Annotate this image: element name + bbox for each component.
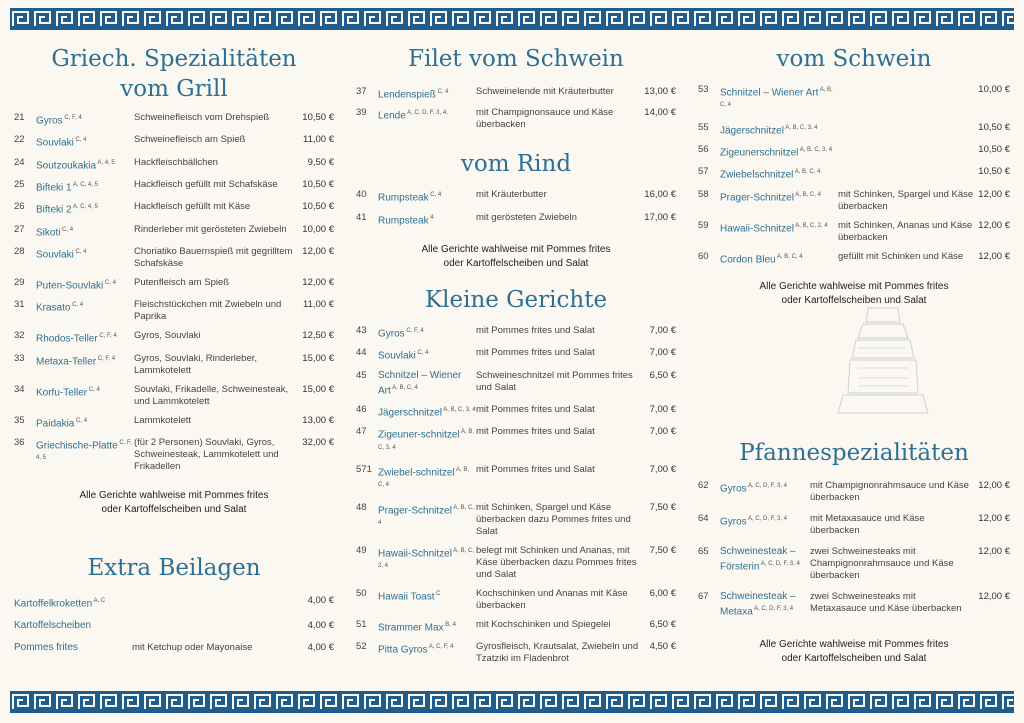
- section-title-schwein: vom Schwein: [776, 46, 932, 72]
- greek-column-illustration: [828, 298, 938, 418]
- item-name: Souvlaki $^{C, 4}$: [36, 137, 87, 149]
- item-name: Jägerschnitzel $^{A, B, C, 3, 4}$: [720, 124, 818, 136]
- item-name: Pommes frites: [14, 642, 78, 654]
- item-number: 60: [698, 250, 709, 262]
- item-number: 65: [698, 545, 709, 557]
- item-number: 48: [356, 501, 367, 513]
- allergen-codes: A, C, 4, 5: [71, 204, 98, 211]
- item-description: Schweinefleisch am Spieß: [134, 134, 246, 146]
- menu-item: [14, 353, 334, 377]
- menu-item: [14, 201, 334, 216]
- allergen-codes: C: [434, 590, 441, 597]
- menu-item: [698, 220, 1010, 244]
- menu-item: [14, 157, 334, 172]
- menu-item: [14, 595, 334, 610]
- menu-item: [698, 591, 1010, 618]
- item-name: Schnitzel – Wiener Art $^{A, B, C, 4}$: [378, 369, 462, 396]
- menu-item: [698, 251, 1010, 266]
- greek-key-border-top: [10, 8, 1014, 30]
- menu-column-filet: [356, 40, 676, 683]
- menu-item: [356, 588, 676, 612]
- item-name: Rumpsteak $^{C, 4}$: [378, 192, 442, 204]
- menu-list-grill: [14, 112, 334, 473]
- item-number: 31: [14, 299, 25, 311]
- menu-item: [14, 299, 334, 323]
- item-name: Kartoffelkroketten $^{A, C}$: [14, 597, 106, 610]
- item-price: 12,00 €: [978, 250, 1010, 262]
- menu-item: [698, 144, 1010, 159]
- item-price: 10,50 €: [302, 178, 334, 190]
- menu-item: [698, 84, 1010, 115]
- menu-item: [356, 86, 676, 101]
- item-number: 36: [14, 436, 25, 448]
- item-price: 10,50 €: [302, 201, 334, 213]
- item-number: 27: [14, 223, 25, 235]
- item-price: 13,00 €: [302, 414, 334, 426]
- item-number: 29: [14, 276, 25, 288]
- menu-item: [14, 179, 334, 194]
- allergen-codes: C, 4: [73, 137, 87, 144]
- menu-item: [356, 464, 676, 495]
- menu-item: [698, 480, 1010, 504]
- menu-item: [14, 620, 334, 632]
- menu-column-grill: [14, 40, 334, 683]
- item-price: 7,50 €: [649, 501, 676, 513]
- item-description: Hackfleisch gefüllt mit Käse: [134, 201, 251, 213]
- item-name: Puten-Souvlaki $^{C, 4}$: [36, 279, 116, 292]
- section-title-rind: vom Rind: [460, 151, 572, 178]
- note-line: oder Kartoffelscheiben und Salat: [443, 257, 589, 269]
- item-price: 15,00 €: [302, 352, 334, 364]
- menu-item: [356, 325, 676, 340]
- allergen-codes: A, B, C, 2, 4: [793, 222, 828, 229]
- item-price: 14,00 €: [644, 107, 676, 119]
- item-number: 32: [14, 330, 25, 342]
- item-name: Gyros $^{A, C, D, F, 3, 4}$: [720, 515, 788, 528]
- allergen-codes: A, B, C, 4: [775, 253, 803, 260]
- item-price: 17,00 €: [644, 211, 676, 223]
- item-name: Bifteki 2 $^{A, C, 4, 5}$: [36, 204, 98, 216]
- item-name: Sikoti $^{C, 4}$: [36, 226, 74, 238]
- menu-list-beilagen: [14, 595, 334, 654]
- item-price: 9,50 €: [307, 156, 334, 168]
- item-number: 45: [356, 369, 367, 381]
- item-number: 56: [698, 143, 709, 155]
- menu-item: [356, 404, 676, 419]
- item-number: 49: [356, 544, 367, 556]
- menu-item: [356, 545, 676, 581]
- allergen-codes: A, B, C, 2, 4: [378, 547, 474, 569]
- item-name: Prager-Schnitzel $^{A, B, C, 4}$: [720, 191, 821, 203]
- note-line: oder Kartoffelscheiben und Salat: [781, 653, 927, 665]
- item-name: Hawaii-Schnitzel $^{A, B, C, 2, 4}$: [720, 222, 828, 234]
- allergen-codes: A, C, 4, 5: [71, 181, 98, 188]
- allergen-codes: A, B, C, 3, 4: [783, 124, 818, 131]
- menu-item: [356, 502, 676, 538]
- menu-item: [356, 347, 676, 362]
- item-name: Lendenspieß $^{C, 4}$: [378, 89, 449, 101]
- item-name: Jägerschnitzel $^{A, B, C, 3, 4}$: [378, 406, 476, 419]
- menu-item: [14, 384, 334, 408]
- item-description: mit Metaxasauce und Käse überbacken: [810, 512, 925, 536]
- item-name: Zwiebelschnitzel $^{A, B, C, 4}$: [720, 169, 821, 181]
- item-number: 64: [698, 512, 709, 524]
- menu-item: [14, 642, 334, 654]
- item-description: mit Pommes frites und Salat: [476, 403, 595, 415]
- item-price: 12,00 €: [978, 512, 1010, 524]
- item-description: mit Schinken, Spargel und Käse überbacken dazu Pommes frites und Salat: [476, 501, 631, 537]
- item-number: 26: [14, 201, 25, 213]
- item-number: 39: [356, 107, 367, 119]
- menu-item: [14, 246, 334, 270]
- item-price: 6,50 €: [649, 369, 676, 381]
- item-name: Zigeunerschnitzel $^{A, B, C, 3, 4}$: [720, 146, 833, 159]
- item-description: [838, 144, 974, 159]
- item-number: 35: [14, 414, 25, 426]
- item-name: Zwiebel-schnitzel $^{A, B, C, 4}$: [378, 466, 470, 489]
- item-price: 12,50 €: [302, 330, 334, 342]
- item-price: 11,00 €: [303, 134, 334, 146]
- menu-column-schwein: [698, 40, 1010, 683]
- item-description: [838, 84, 974, 115]
- item-description: belegt mit Schinken und Ananas, mit Käse überbacken dazu Pommes frites und Salat: [476, 544, 637, 580]
- item-number: 46: [356, 403, 367, 415]
- section-title-kleine: Kleine Gerichte: [424, 286, 608, 313]
- item-description: Rinderleber mit gerösteten Zwiebeln: [134, 223, 287, 235]
- item-price: 10,50 €: [302, 112, 334, 123]
- item-description: (für 2 Personen) Souvlaki, Gyros, Schweinesteak, Lammkotelett und Frikadellen: [134, 436, 279, 472]
- side-note: [14, 489, 334, 517]
- item-description: [838, 122, 974, 137]
- item-description: mit Schinken, Spargel und Käse überbacken: [838, 188, 974, 212]
- item-name: Lende $^{A, C, D, F, 3, 4,}$: [378, 110, 448, 122]
- item-description: gefüllt mit Schinken und Käse: [838, 250, 964, 262]
- item-number: 24: [14, 156, 25, 168]
- item-price: 32,00 €: [302, 436, 334, 448]
- item-description: Choriatiko Bauernspieß mit gegrilltem Schafskäse: [134, 245, 293, 269]
- item-name: Kartoffelscheiben: [14, 620, 92, 632]
- item-price: 10,50 €: [978, 143, 1010, 155]
- allergen-codes: C, 4: [70, 302, 84, 309]
- item-price: 4,00 €: [307, 642, 334, 654]
- note-line: Alle Gerichte wahlweise mit Pommes frites: [79, 489, 269, 501]
- item-description: [132, 595, 298, 610]
- allergen-codes: A, B, C, 4: [793, 169, 821, 176]
- allergen-codes: C, 4: [60, 226, 74, 233]
- item-number: 22: [14, 134, 25, 146]
- menu-item: [14, 330, 334, 345]
- item-price: 4,00 €: [307, 620, 334, 632]
- item-price: 12,00 €: [302, 245, 334, 257]
- item-price: 11,00 €: [303, 299, 334, 311]
- item-price: 4,50 €: [649, 640, 676, 652]
- item-price: 12,00 €: [302, 276, 334, 288]
- item-name: Gyros $^{A, C, D, F, 3, 4}$: [720, 482, 788, 495]
- menu-list-rind: [356, 189, 676, 227]
- item-description: mit Champignonsauce und Käse überbacken: [476, 107, 614, 131]
- item-price: 15,00 €: [302, 383, 334, 395]
- menu-list-kleine: [356, 325, 676, 665]
- item-number: 33: [14, 352, 25, 364]
- menu-item: [356, 107, 676, 131]
- item-description: Souvlaki, Frikadelle, Schweinesteak, und Lammkotelett: [134, 383, 289, 407]
- item-number: 50: [356, 587, 367, 599]
- item-price: 7,00 €: [649, 347, 676, 359]
- allergen-codes: A, C, D, F, 3, 4: [759, 560, 800, 567]
- allergen-codes: C, 4: [428, 192, 442, 199]
- allergen-codes: C, F, 4: [62, 115, 82, 121]
- item-name: Pitta Gyros $^{A, C, F, 4}$: [378, 643, 454, 656]
- note-line: oder Kartoffelscheiben und Salat: [101, 503, 247, 515]
- item-number: 53: [698, 84, 709, 95]
- allergen-codes: C, 4: [73, 248, 87, 255]
- note-line: Alle Gerichte wahlweise mit Pommes frites: [421, 243, 611, 255]
- item-description: mit Schinken, Ananas und Käse überbacken: [838, 219, 973, 243]
- item-price: 7,00 €: [649, 463, 676, 475]
- item-description: Kochschinken und Ananas mit Käse überbacken: [476, 587, 628, 611]
- menu-list-pfanne: [698, 480, 1010, 618]
- item-price: 4,00 €: [307, 594, 334, 606]
- item-description: mit Pommes frites und Salat: [476, 463, 595, 475]
- item-price: 6,00 €: [649, 587, 676, 599]
- item-description: Gyros, Souvlaki: [134, 330, 201, 342]
- item-description: Putenfleisch am Spieß: [134, 276, 230, 288]
- allergen-codes: C, 4: [435, 89, 449, 95]
- item-description: mit gerösteten Zwiebeln: [476, 211, 577, 223]
- item-number: 571: [356, 463, 372, 475]
- item-name: Cordon Bleu $^{A, B, C, 4}$: [720, 253, 803, 265]
- item-price: 7,00 €: [649, 426, 676, 438]
- menu-item: [356, 189, 676, 204]
- item-name: Griechische-Platte $^{C, F, 4, 5}$: [36, 439, 132, 462]
- allergen-codes: B, 4: [443, 621, 456, 628]
- menu-item: [14, 134, 334, 149]
- item-number: 34: [14, 383, 25, 395]
- side-note: [698, 638, 1010, 666]
- item-price: 10,00 €: [302, 223, 334, 235]
- item-name: Schnitzel – Wiener Art $^{A, B, C, 4}$: [720, 87, 833, 109]
- allergen-codes: A, B, C, 3, 4: [798, 146, 833, 153]
- menu-list-schwein: [698, 84, 1010, 266]
- allergen-codes: A, B, C, 4: [378, 466, 470, 489]
- menu-list-filet: [356, 86, 676, 131]
- allergen-codes: 4: [428, 214, 434, 221]
- item-number: 28: [14, 245, 25, 257]
- menu-item: [14, 224, 334, 239]
- item-description: Fleischstückchen mit Zwiebeln und Paprika: [134, 299, 282, 323]
- item-description: Schweinelende mit Kräuterbutter: [476, 86, 614, 97]
- menu-item: [698, 546, 1010, 582]
- menu-item: [356, 641, 676, 665]
- note-line: oder Kartoffelscheiben und Salat: [781, 294, 927, 306]
- section-title-filet: Filet vom Schwein: [408, 46, 624, 72]
- item-description: Hackfleisch gefüllt mit Schafskäse: [134, 178, 278, 190]
- item-name: Metaxa-Teller $^{C, F, 4}$: [36, 355, 116, 367]
- item-price: 7,00 €: [649, 403, 676, 415]
- allergen-codes: A, C, D, F, 3, 4: [746, 515, 788, 522]
- item-price: 7,00 €: [649, 324, 676, 336]
- menu-item: [356, 619, 676, 634]
- item-number: 47: [356, 426, 367, 438]
- item-price: 12,00 €: [978, 545, 1010, 557]
- item-name: Prager-Schnitzel $^{A, B, C, 4}$: [378, 504, 474, 526]
- menu-item: [356, 370, 676, 397]
- item-price: 13,00 €: [644, 86, 676, 97]
- allergen-codes: C, 4: [415, 350, 429, 357]
- item-description: mit Pommes frites und Salat: [476, 324, 595, 336]
- menu-item: [356, 212, 676, 227]
- item-description: mit Pommes frites und Salat: [476, 426, 595, 438]
- section-title-grill: Griech. Spezialitäten: [51, 46, 297, 72]
- allergen-codes: A, B, C, 4: [720, 87, 833, 109]
- item-description: mit Kräuterbutter: [476, 189, 547, 201]
- item-number: 51: [356, 618, 367, 630]
- item-name: Hawaii-Schnitzel $^{A, B, C, 2, 4}$: [378, 547, 474, 569]
- item-name: Souvlaki $^{C, 4}$: [36, 248, 87, 261]
- allergen-codes: C, F, 4: [96, 355, 116, 362]
- section-subtitle-grill: vom Grill: [120, 76, 228, 102]
- item-description: Schweineschnitzel mit Pommes frites und Salat: [476, 369, 633, 393]
- item-description: zwei Schweinesteaks mit Metaxasauce und Käse überbacken: [810, 590, 962, 614]
- allergen-codes: C, F, 4: [404, 327, 424, 334]
- menu-item: [14, 112, 334, 127]
- item-price: 16,00 €: [644, 189, 676, 201]
- item-description: Lammkotelett: [134, 414, 192, 426]
- item-price: 12,00 €: [978, 188, 1010, 200]
- item-description: mit Ketchup oder Mayonaise: [132, 642, 253, 654]
- section-title-beilagen: Extra Beilagen: [87, 554, 261, 581]
- item-price: 10,00 €: [978, 84, 1010, 95]
- allergen-codes: A, B, C, 3, 4: [441, 406, 476, 413]
- greek-key-border-bottom: [10, 691, 1014, 713]
- item-number: 62: [698, 479, 709, 491]
- menu-item: [698, 122, 1010, 137]
- allergen-codes: A, C, D, F, 3, 4,: [405, 110, 448, 117]
- item-number: 52: [356, 640, 367, 652]
- allergen-codes: C, F, 4: [97, 333, 117, 340]
- item-price: 12,00 €: [978, 590, 1010, 602]
- allergen-codes: A, C, F, 4: [427, 643, 454, 650]
- item-name: Korfu-Teller $^{C, 4}$: [36, 386, 100, 398]
- allergen-codes: A, 4, 5: [96, 159, 115, 166]
- item-description: mit Pommes frites und Salat: [476, 347, 595, 359]
- menu-item: [698, 513, 1010, 537]
- item-description: [838, 166, 974, 181]
- item-number: 40: [356, 189, 367, 201]
- allergen-codes: A, C, D, F, 3, 4: [746, 482, 788, 489]
- menu-item: [14, 277, 334, 292]
- item-number: 44: [356, 347, 367, 359]
- menu-item: [698, 166, 1010, 181]
- menu-item: [14, 437, 334, 473]
- side-note: [356, 243, 676, 271]
- item-price: 12,00 €: [978, 479, 1010, 491]
- menu-item: [356, 426, 676, 457]
- allergen-codes: A, B, C, 4: [793, 191, 821, 198]
- item-number: 43: [356, 324, 367, 336]
- allergen-codes: C, 4: [103, 279, 116, 286]
- item-name: Rhodos-Teller $^{C, F, 4}$: [36, 333, 117, 345]
- section-title-pfanne: Pfannespezialitäten: [739, 439, 969, 466]
- item-name: Schweinesteak – Försterin $^{A, C, D, F, 3, 4}$: [720, 545, 800, 573]
- menu-item: [698, 189, 1010, 213]
- item-description: Gyrosfleisch, Krautsalat, Zwiebeln und Tzatziki im Fladenbrot: [476, 640, 639, 664]
- item-description: zwei Schweinesteaks mit Champignonrahmsauce und Käse überbacken: [810, 545, 954, 581]
- item-name: Strammer Max $^{B, 4}$: [378, 621, 456, 633]
- allergen-codes: C, F, 4, 5: [36, 439, 132, 462]
- menu-item: [14, 415, 334, 430]
- item-description: mit Champignonrahmsauce und Käse überbacken: [810, 479, 969, 503]
- allergen-codes: A, B, C, 4: [390, 384, 418, 391]
- item-description: Schweinefleisch vom Drehspieß: [134, 112, 270, 123]
- item-name: Souvlaki $^{C, 4}$: [378, 350, 429, 362]
- item-name: Gyros $^{C, F, 4}$: [378, 327, 424, 340]
- item-number: 25: [14, 178, 25, 190]
- item-price: 6,50 €: [649, 618, 676, 630]
- allergen-codes: A, B, C, 4: [378, 504, 474, 526]
- item-number: 37: [356, 86, 367, 97]
- item-number: 55: [698, 121, 709, 133]
- item-description: Gyros, Souvlaki, Rinderleber, Lammkotelett: [134, 352, 258, 376]
- item-number: 57: [698, 166, 709, 178]
- item-name: Hawaii Toast $^C$: [378, 590, 441, 602]
- item-name: Rumpsteak $^4$: [378, 214, 434, 226]
- item-number: 21: [14, 112, 25, 123]
- item-name: Schweinesteak – Metaxa $^{A, C, D, F, 3, 4}$: [720, 590, 796, 618]
- item-price: 10,50 €: [978, 121, 1010, 133]
- allergen-codes: A, C: [92, 597, 106, 604]
- item-name: Paidakia $^{C, 4}$: [36, 417, 88, 429]
- allergen-codes: C, 4: [74, 417, 88, 424]
- item-name: Soutzoukakia $^{A, 4, 5}$: [36, 159, 115, 171]
- allergen-codes: A, C, D, F, 3, 4: [752, 605, 794, 612]
- item-description: Hackfleischbällchen: [134, 156, 218, 168]
- note-line: Alle Gerichte wahlweise mit Pommes frites: [759, 639, 949, 651]
- item-name: Bifteki 1 $^{A, C, 4, 5}$: [36, 181, 98, 194]
- item-description: mit Kochschinken und Spiegelei: [476, 618, 611, 630]
- item-name: Zigeuner-schnitzel $^{A, B, C, 3, 4}$: [378, 429, 475, 451]
- item-number: 67: [698, 590, 709, 602]
- allergen-codes: C, 4: [87, 386, 100, 393]
- item-price: 12,00 €: [978, 219, 1010, 231]
- allergen-codes: A, B, C, 3, 4: [378, 429, 475, 451]
- item-price: 10,50 €: [978, 166, 1010, 178]
- item-price: 7,50 €: [649, 544, 676, 556]
- item-description: [132, 620, 298, 632]
- item-name: Gyros $^{C, F, 4}$: [36, 115, 82, 127]
- item-name: Krasato $^{C, 4}$: [36, 302, 84, 314]
- item-number: 41: [356, 211, 367, 223]
- item-number: 58: [698, 188, 709, 200]
- item-number: 59: [698, 219, 709, 231]
- note-line: Alle Gerichte wahlweise mit Pommes frites: [759, 280, 949, 292]
